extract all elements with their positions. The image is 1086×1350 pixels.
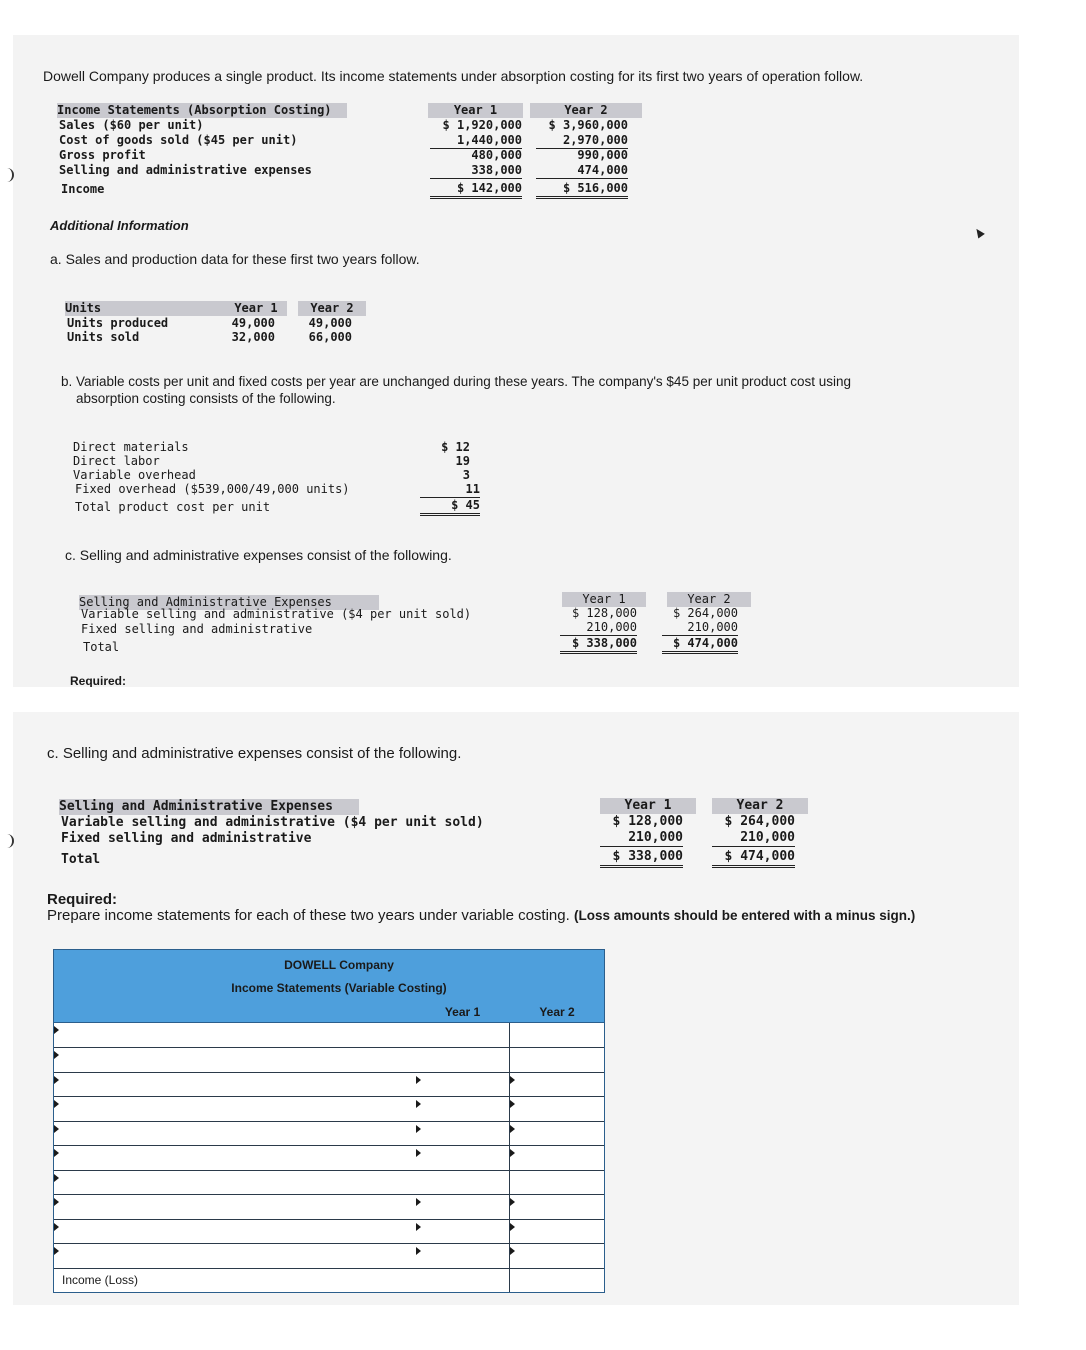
note-b-line2: absorption costing consists of the following. — [76, 391, 336, 406]
income-year2-input[interactable] — [510, 1269, 604, 1293]
income-loss-label — [54, 1269, 417, 1293]
sga-row-y2: $ 474,000 — [712, 849, 795, 868]
dropdown-marker-icon — [510, 1247, 515, 1255]
sga-row-y2: $ 264,000 — [724, 814, 795, 829]
dropdown-marker-icon — [416, 1125, 421, 1133]
required-instruction — [47, 907, 915, 924]
dropdown-marker-icon — [54, 1051, 59, 1059]
sga-row-label: Variable selling and administrative ($4 per unit sold) — [61, 815, 484, 830]
absorption-row-y2: $ 516,000 — [536, 181, 628, 199]
required-label: Required: — [47, 891, 118, 908]
sga-col-year1: Year 1 — [600, 798, 696, 814]
answer-row — [54, 1073, 604, 1098]
dropdown-marker-icon — [416, 1100, 421, 1108]
variable-costing-answer-table — [53, 949, 605, 1293]
dropdown-marker-icon — [54, 1076, 59, 1084]
answer-year1-input[interactable] — [416, 1195, 510, 1219]
answer-year1-input[interactable] — [416, 1122, 510, 1146]
income-loss-text: Income (Loss) — [62, 1272, 139, 1287]
answer-year2-input[interactable] — [510, 1244, 604, 1268]
additional-info-heading: Additional Information — [50, 218, 189, 233]
absorption-row-label: Selling and administrative expenses — [59, 163, 312, 177]
units-row-y2: 66,000 — [308, 330, 352, 344]
required-cut-text: Required: — [70, 674, 127, 687]
product-cost-label: Total product cost per unit — [75, 500, 271, 514]
product-cost-value: 3 — [462, 468, 470, 482]
sga-row-y1: $ 338,000 — [600, 849, 683, 868]
answer-year1-input[interactable] — [416, 1220, 510, 1244]
answer-label-input[interactable] — [54, 1146, 417, 1170]
answer-year1-input[interactable] — [416, 1171, 510, 1195]
answer-row — [54, 1220, 604, 1245]
answer-row — [54, 1146, 604, 1171]
sga-row-y2: $ 474,000 — [662, 636, 738, 654]
product-cost-label: Fixed overhead ($539,000/49,000 units) — [75, 482, 350, 496]
units-row-y1: 32,000 — [231, 330, 275, 344]
answer-year2-input[interactable] — [510, 1220, 604, 1244]
absorption-row-y2: $ 3,960,000 — [548, 118, 628, 132]
answer-year2-input[interactable] — [510, 1048, 604, 1072]
dropdown-marker-icon — [510, 1223, 515, 1231]
answer-row — [54, 1097, 604, 1122]
absorption-col-year2: Year 2 — [530, 103, 642, 118]
sga-row-label: Fixed selling and administrative — [61, 831, 312, 846]
dropdown-marker-icon — [510, 1149, 515, 1157]
units-row-y2: 49,000 — [308, 316, 352, 330]
dropdown-marker-icon — [510, 1100, 515, 1108]
answer-label-input[interactable] — [54, 1195, 417, 1219]
absorption-row-label: Sales ($60 per unit) — [59, 118, 204, 132]
units-row-y1: 49,000 — [231, 316, 275, 330]
dropdown-marker-icon — [54, 1174, 59, 1182]
absorption-row-y1: $ 142,000 — [430, 181, 522, 199]
dropdown-marker-icon — [510, 1198, 515, 1206]
sga-row-label: Fixed selling and administrative — [81, 622, 313, 636]
product-cost-value: 11 — [420, 482, 480, 498]
sga-title: Selling and Administrative Expenses — [79, 595, 379, 610]
dropdown-marker-icon — [54, 1198, 59, 1206]
absorption-row-y2: 474,000 — [536, 163, 628, 179]
answer-col-year1: Year 1 — [444, 1005, 481, 1019]
answer-label-input[interactable] — [54, 1073, 417, 1097]
dropdown-marker-icon — [416, 1198, 421, 1206]
answer-row — [54, 1122, 604, 1147]
dropdown-marker-icon — [54, 1149, 59, 1157]
answer-label-input[interactable] — [54, 1023, 417, 1047]
absorption-row-y1: 480,000 — [471, 148, 522, 162]
answer-label-input[interactable] — [54, 1048, 417, 1072]
answer-year1-input[interactable] — [416, 1023, 510, 1047]
note-b-line1: b. Variable costs per unit and fixed costs per year are unchanged during these years. The company's $45 per unit product cost using — [61, 374, 852, 389]
answer-year2-input[interactable] — [510, 1023, 604, 1047]
answer-company-name: DOWELL Company — [284, 958, 394, 972]
sga-row-y1: $ 128,000 — [571, 606, 637, 620]
absorption-row-label: Cost of goods sold ($45 per unit) — [59, 133, 298, 147]
note-a: a. Sales and production data for these first two years follow. — [50, 251, 420, 267]
sga-row-label: Total — [61, 852, 101, 867]
product-cost-value: $ 45 — [420, 498, 480, 516]
income-year1-input[interactable] — [416, 1269, 510, 1293]
answer-year2-input[interactable] — [510, 1146, 604, 1170]
absorption-col-year1: Year 1 — [428, 103, 523, 118]
dropdown-marker-icon — [510, 1076, 515, 1084]
sga-col-year1: Year 1 — [562, 592, 646, 607]
answer-label-input[interactable] — [54, 1220, 417, 1244]
answer-row-income — [54, 1269, 604, 1293]
product-cost-label: Variable overhead — [73, 468, 196, 482]
answer-year1-input[interactable] — [416, 1048, 510, 1072]
dropdown-marker-icon — [416, 1149, 421, 1157]
sga-col-year2: Year 2 — [667, 592, 751, 607]
answer-table-header — [54, 950, 604, 1023]
instruction-text: Prepare income statements for each of these two years under variable costing. — [47, 907, 570, 924]
units-row-label: Units produced — [67, 316, 169, 330]
instruction-bold: (Loss amounts should be entered with a minus sign.) — [573, 908, 916, 923]
product-cost-value: 19 — [455, 454, 470, 468]
dropdown-marker-icon — [416, 1076, 421, 1084]
sga-row-y2: $ 264,000 — [672, 606, 738, 620]
units-col-year1: Year 1 — [225, 301, 287, 316]
answer-title: Income Statements (Variable Costing) — [231, 981, 447, 995]
product-cost-label: Direct materials — [73, 440, 189, 454]
sga-row-y1: $ 338,000 — [560, 636, 637, 654]
answer-year1-input[interactable] — [416, 1146, 510, 1170]
sga-row-y1: 210,000 — [560, 620, 637, 636]
sga-row-y1: 210,000 — [600, 830, 683, 847]
dropdown-marker-icon — [416, 1247, 421, 1255]
sga-col-year2: Year 2 — [712, 798, 808, 814]
answer-row — [54, 1244, 604, 1269]
product-cost-value: $ 12 — [441, 440, 470, 454]
sga-row-label: Total — [83, 640, 120, 654]
dropdown-marker-icon — [54, 1026, 59, 1034]
answer-year1-input[interactable] — [416, 1097, 510, 1121]
note-c-bottom: c. Selling and administrative expenses consist of the following. — [47, 745, 462, 762]
product-cost-label: Direct labor — [73, 454, 160, 468]
absorption-row-y1: $ 1,920,000 — [442, 118, 522, 132]
sga-row-label: Variable selling and administrative ($4 per unit sold) — [81, 607, 472, 621]
absorption-row-y2: 990,000 — [577, 148, 628, 162]
answer-label-input[interactable] — [54, 1244, 417, 1268]
answer-year1-input[interactable] — [416, 1244, 510, 1268]
answer-year2-input[interactable] — [510, 1122, 604, 1146]
note-c-top: c. Selling and administrative expenses consist of the following. — [65, 547, 452, 563]
absorption-row-label: Gross profit — [59, 148, 146, 162]
units-row-label: Units sold — [67, 330, 140, 344]
answer-year2-input[interactable] — [510, 1195, 604, 1219]
answer-row — [54, 1023, 604, 1048]
dropdown-marker-icon — [54, 1125, 59, 1133]
answer-year2-input[interactable] — [510, 1097, 604, 1121]
dropdown-marker-icon — [54, 1100, 59, 1108]
answer-row — [54, 1048, 604, 1073]
intro-text: Dowell Company produces a single product. Its income statements under absorption costing for its first two years of operation follow. — [43, 68, 864, 84]
units-col-year2: Year 2 — [298, 301, 366, 316]
answer-row — [54, 1171, 604, 1196]
answer-label-input[interactable] — [54, 1122, 417, 1146]
answer-label-input[interactable] — [54, 1097, 417, 1121]
answer-label-input[interactable] — [54, 1171, 417, 1195]
absorption-title: Income Statements (Absorption Costing) — [57, 103, 347, 118]
sga-title: Selling and Administrative Expenses — [59, 799, 359, 815]
answer-year2-input[interactable] — [510, 1073, 604, 1097]
answer-col-year2: Year 2 — [539, 1005, 575, 1019]
units-title: Units — [65, 301, 225, 316]
answer-row — [54, 1195, 604, 1220]
absorption-row-y1: 338,000 — [430, 163, 522, 179]
answer-year1-input[interactable] — [416, 1073, 510, 1097]
dropdown-marker-icon — [54, 1247, 59, 1255]
dropdown-marker-icon — [510, 1125, 515, 1133]
absorption-row-y2: 2,970,000 — [536, 133, 628, 149]
dropdown-marker-icon — [54, 1223, 59, 1231]
absorption-row-y1: 1,440,000 — [430, 133, 522, 149]
sga-row-y2: 210,000 — [712, 830, 795, 847]
dropdown-marker-icon — [416, 1223, 421, 1231]
absorption-row-label: Income — [61, 182, 105, 196]
sga-row-y1: $ 128,000 — [612, 814, 683, 829]
sga-row-y2: 210,000 — [662, 620, 738, 636]
answer-year2-input[interactable] — [510, 1171, 604, 1195]
